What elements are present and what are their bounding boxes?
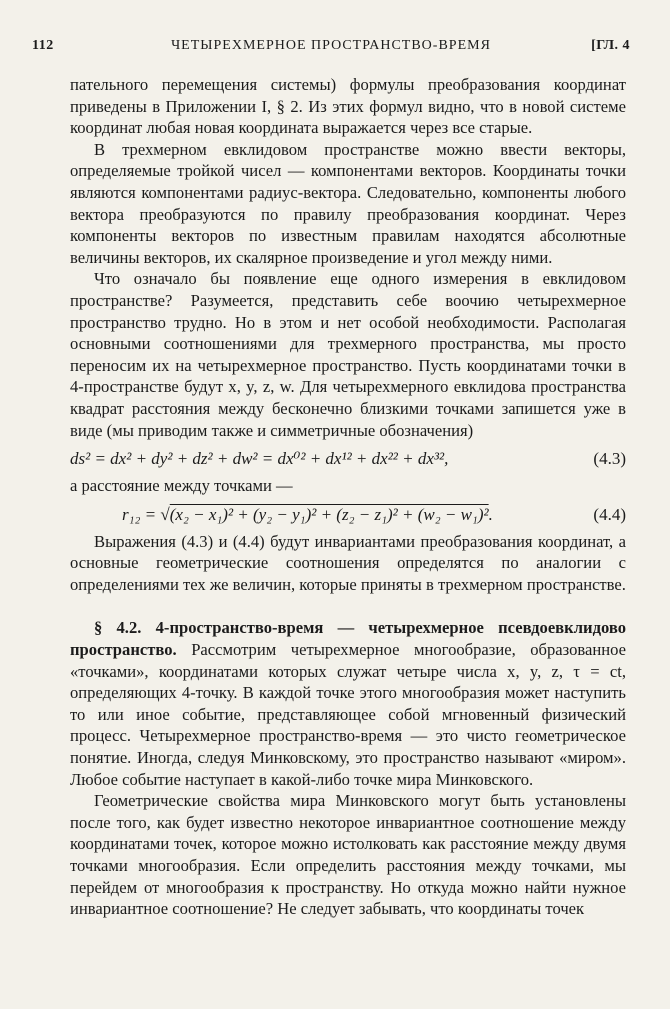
running-header — [32, 38, 630, 58]
section-4-2-paragraph — [70, 617, 626, 790]
equation-4-4-radicand: (x₂ − x₁)² + (y₂ − y₁)² + (z₂ − z₁)² + (w₂ − w₁)² — [169, 504, 489, 524]
equation-4-3-number: (4.3) — [593, 449, 626, 469]
page-number: 112 — [32, 38, 54, 53]
paragraph-2: В трехмерном евклидовом пространстве можно ввести векторы, определяемые тройкой чисел — компонентами векторов. Координаты точки являются компонентами радиус-вектора. Следовательно, компоненты любого вектора преобразуются по правилу преобразования координат. Через компоненты векторов по известным правилам находятся абсолютные величины векторов, их скалярное произведение и угол между ними. — [70, 139, 626, 267]
paragraph-7: Геометрические свойства мира Минковского могут быть установлены после того, как будет известно некоторое инвариантное соотношение между координатами точек, которое можно истолковать как расстояние между двумя точками многообразия. Если определить расстояния между точками, мы перейдем от многообразия к пространству. Но откуда можно найти нужное инвариантное соотношение? Не следует забывать, что координаты точек — [70, 791, 626, 919]
section-number: § 4.2. — [94, 618, 142, 638]
equation-4-3 — [70, 441, 626, 475]
section-body: Рассмотрим четырехмерное многообразие, образованное «точками», координатами которых служат четыре числа x, y, z, τ = ct, определяющих 4-точку. В каждой точке этого многообразия может наступить то или иное событие, представляющее собой мгновенный физический процесс. Четырехмерное пространство-время — это чисто геометрическое понятие. Иногда, следуя Минковскому, это пространство называют «миром». Любое событие наступает в какой-либо точке мира Минковского. — [70, 640, 626, 789]
paragraph-1: пательного перемещения системы) формулы преобразования координат приведены в Приложении I, § 2. Из этих формул видно, что в новой системе координат любая новая координата выражается через все старые. — [70, 75, 626, 138]
equation-4-3-expression: ds² = dx² + dy² + dz² + dw² = dx⁰² + dx¹² + dx²² + dx³², — [70, 449, 449, 469]
running-title: ЧЕТЫРЕХМЕРНОЕ ПРОСТРАНСТВО-ВРЕМЯ — [171, 38, 491, 53]
chapter-label: [ГЛ. 4 — [591, 38, 630, 53]
section-title: 4-пространство-время — четырехмерное псевдоевклидово пространство. — [70, 618, 626, 660]
paragraph-3: Что означало бы появление еще одного измерения в евклидовом пространстве? Разумеется, представить себе воочию четырехмерное пространство трудно. Но в этом и нет особой необходимости. Располагая основными соотношениями для трехмерного пространства, мы просто переносим их на четырехмерное пространство. Пусть координатами точки в 4-пространстве будут x, y, z, w. Для четырехмерного евклидова пространства квадрат расстояния между бесконечно близкими точками запишется уже в виде (мы приводим также и симметричные обозначения) — [70, 269, 626, 440]
paragraph-5: Выражения (4.3) и (4.4) будут инвариантами преобразования координат, а основные геометрические соотношения определятся по аналогии с определениями тех же величин, которые приняты в трехмерном пространстве. — [70, 531, 626, 594]
equation-4-4 — [70, 497, 626, 531]
equation-4-4-number: (4.4) — [593, 504, 626, 524]
paragraph-4: а расстояние между точками — — [70, 476, 293, 496]
equation-4-4-tail: . — [488, 504, 493, 524]
equation-4-4-lhs: r₁₂ = √ — [122, 504, 170, 524]
page-body — [70, 74, 626, 920]
equation-4-4-expression — [122, 504, 493, 526]
